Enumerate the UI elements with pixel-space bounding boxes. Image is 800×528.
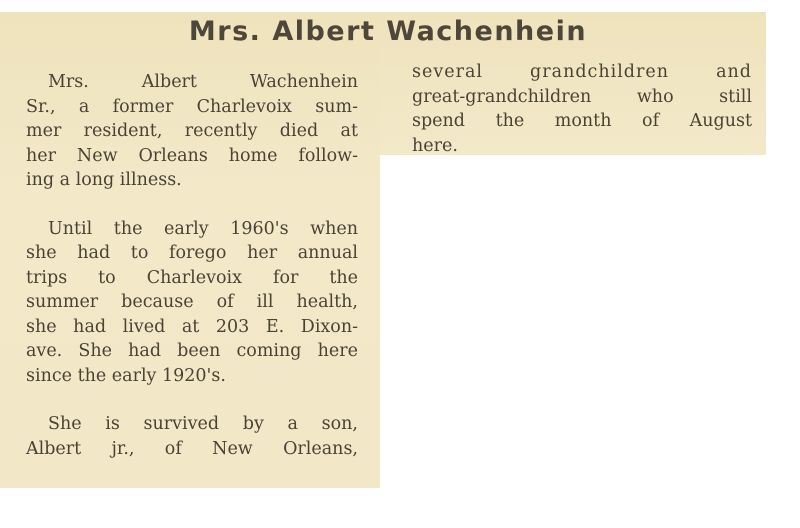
- paragraph-2: [26, 217, 358, 389]
- text-line: summer because of ill health,: [26, 292, 358, 312]
- text-line: ing a long illness.: [26, 170, 182, 190]
- paragraph-continued: [412, 60, 752, 158]
- text-line: here.: [412, 135, 458, 156]
- text-line: Sr., a former Charlevoix sum-: [26, 96, 358, 117]
- text-line: Until the early 1960's when: [48, 218, 358, 239]
- text-line: her New Orleans home follow-: [26, 145, 358, 166]
- text-line: spend the month of August: [412, 111, 752, 131]
- text-line: Albert jr., of New Orleans,: [26, 438, 358, 459]
- left-column: [26, 70, 358, 485]
- text-line: she had lived at 203 E. Dixon-: [26, 316, 358, 337]
- headline: Mrs. Albert Wachenhein: [188, 16, 588, 47]
- right-column: [412, 60, 752, 182]
- text-line: great-grandchildren who still: [412, 86, 752, 107]
- paragraph-3: [26, 412, 358, 461]
- text-line: she had to forego her annual: [26, 243, 358, 263]
- text-line: since the early 1920's.: [26, 365, 226, 386]
- text-line: mer resident, recently died at: [26, 121, 358, 141]
- paragraph-1: [26, 70, 358, 193]
- text-line: She is survived by a son,: [48, 414, 358, 434]
- text-line: several grandchildren and: [412, 62, 752, 82]
- text-line: Mrs. Albert Wachenhein: [48, 72, 358, 92]
- text-line: trips to Charlevoix for the: [26, 267, 358, 288]
- text-line: ave. She had been coming here: [26, 341, 358, 361]
